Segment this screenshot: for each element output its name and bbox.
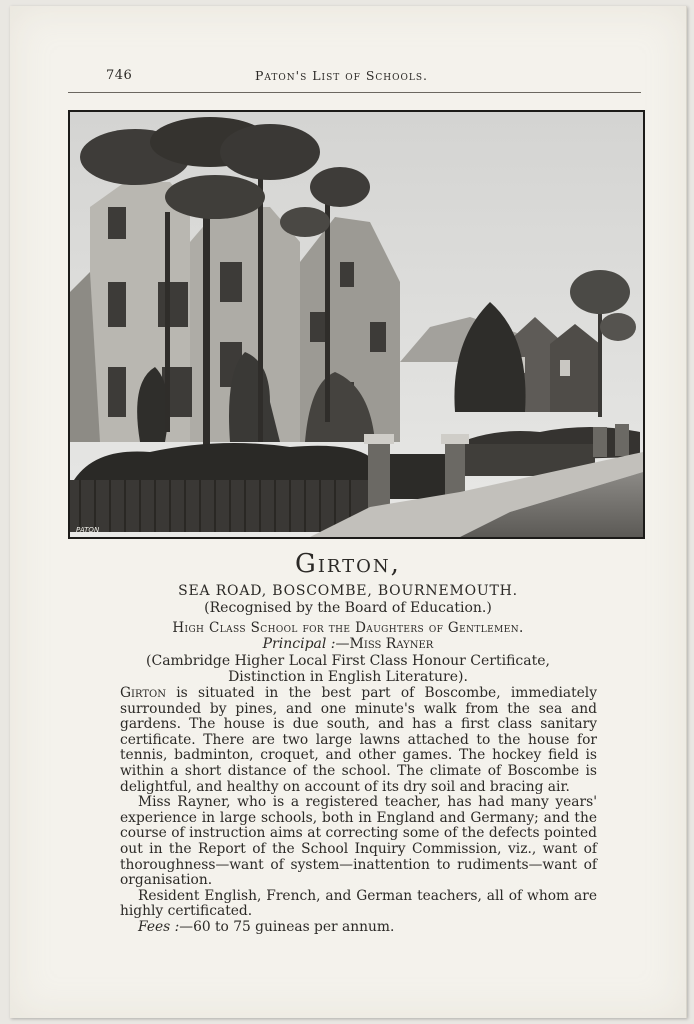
school-address: SEA ROAD, BOSCOMBE, BOURNEMOUTH. bbox=[178, 583, 518, 599]
principal-name: —Miss Rayner bbox=[335, 636, 434, 652]
principal-line bbox=[10, 636, 686, 652]
school-description bbox=[120, 686, 597, 936]
paragraph-location bbox=[120, 686, 597, 795]
header-rule bbox=[68, 92, 641, 93]
principal-label: Principal : bbox=[262, 636, 336, 652]
paragraph-fees bbox=[120, 920, 597, 936]
paragraph-lead-word: Girton bbox=[120, 685, 166, 701]
school-photograph bbox=[68, 110, 645, 539]
photo-of-school-building-icon bbox=[70, 112, 643, 537]
school-class-line: High Class School for the Daughters of Gentlemen. bbox=[172, 620, 524, 636]
page-number: 746 bbox=[106, 68, 133, 83]
page-sheet bbox=[10, 6, 687, 1018]
paragraph-principal: Miss Rayner, who is a registered teacher, has had many years' experience in large schools, both in England and Germany; and the course of instruction aims at correcting some of the defects pointed out in the Report of the School Inquiry Commission, viz., want of thoroughness—want of system—inattention to rudiments—want of organisation. bbox=[120, 794, 597, 889]
fees-label: Fees : bbox=[138, 918, 180, 935]
fees-value: —60 to 75 guineas per annum. bbox=[179, 918, 395, 935]
recognition-note: (Recognised by the Board of Education.) bbox=[204, 600, 492, 616]
running-title: Paton's List of Schools. bbox=[255, 68, 429, 83]
page-header bbox=[10, 68, 686, 88]
paragraph-teachers: Resident English, French, and German teachers, all of whom are highly certificated. bbox=[120, 887, 597, 920]
certificate-line-2: Distinction in English Literature). bbox=[228, 669, 468, 685]
certificate-line-1: (Cambridge Higher Local First Class Honour Certificate, bbox=[146, 653, 550, 669]
school-name: Girton, bbox=[295, 549, 401, 579]
paragraph-location-text: is situated in the best part of Boscombe, immediately surrounded by pines, and one minute's walk from the sea and gardens. The house is due south, and has a first class sanitary certificate. There are two large lawns attached to the house for tennis, badminton, croquet, and other games. The hockey field is within a short distance of the school. The climate of Boscombe is delightful, and healthy on account of its dry soil and bracing air. bbox=[120, 685, 597, 795]
photo-credit: PATON bbox=[76, 526, 100, 534]
